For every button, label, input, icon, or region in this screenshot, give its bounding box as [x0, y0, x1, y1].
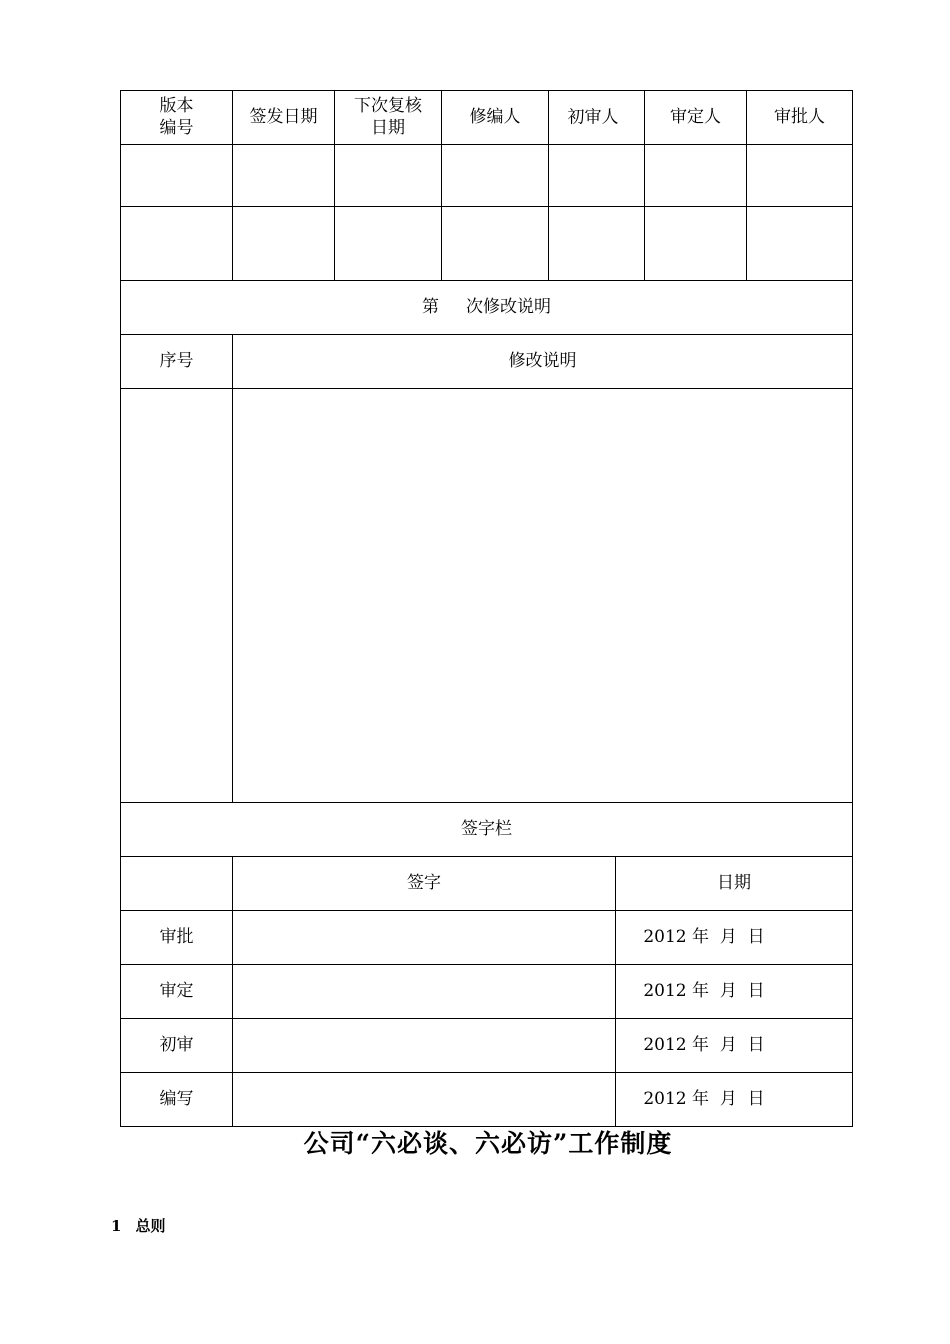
signature-sign-cell[interactable]	[233, 1073, 616, 1127]
signature-role: 审定	[121, 965, 233, 1019]
signature-sign-cell[interactable]	[233, 965, 616, 1019]
signature-row	[121, 911, 853, 965]
revision-desc-header: 修改说明	[233, 335, 853, 389]
version-cell[interactable]	[549, 207, 645, 281]
section-title: 总则	[135, 1217, 166, 1235]
signature-row	[121, 1019, 853, 1073]
signature-role: 审批	[121, 911, 233, 965]
signature-date-cell[interactable]: 2012 年 月 日	[616, 911, 853, 965]
revision-body-row	[121, 389, 853, 803]
revision-title: 第 次修改说明	[121, 281, 853, 335]
signature-row	[121, 1073, 853, 1127]
signature-role: 初审	[121, 1019, 233, 1073]
header-version-number: 版本 编号	[121, 91, 233, 145]
signature-date-cell[interactable]: 2012 年 月 日	[616, 1073, 853, 1127]
header-first-reviewer-text: 初审人	[616, 91, 645, 145]
version-cell[interactable]	[335, 207, 442, 281]
version-cell[interactable]	[442, 145, 549, 207]
version-row-2	[121, 207, 853, 281]
document-title: 公司“六必谈、六必访”工作制度	[303, 1129, 673, 1158]
version-cell[interactable]	[335, 145, 442, 207]
signature-date-header: 日期	[616, 857, 853, 911]
signature-role: 编写	[121, 1073, 233, 1127]
section-number: 1	[111, 1217, 122, 1235]
signature-title: 签字栏	[121, 803, 853, 857]
version-cell[interactable]	[549, 145, 645, 207]
document-control-table	[120, 90, 853, 1127]
version-cell[interactable]	[121, 207, 233, 281]
header-issue-date: 签发日期	[233, 91, 335, 145]
revision-header-row	[121, 335, 853, 389]
version-cell[interactable]	[233, 207, 335, 281]
header-next-review-date: 下次复核 日期	[335, 91, 442, 145]
version-cell[interactable]	[233, 145, 335, 207]
header-approver: 审批人	[747, 91, 853, 145]
signature-date-cell[interactable]: 2012 年 月 日	[616, 1019, 853, 1073]
signature-row	[121, 965, 853, 1019]
version-cell[interactable]	[747, 145, 853, 207]
revision-title-row	[121, 281, 853, 335]
header-approver-final: 审定人	[645, 91, 747, 145]
revision-seq-cell[interactable]	[121, 389, 233, 803]
version-header-row	[121, 91, 853, 145]
revision-desc-cell[interactable]	[233, 389, 853, 803]
signature-sign-cell[interactable]	[233, 1019, 616, 1073]
signature-date-cell[interactable]: 2012 年 月 日	[616, 965, 853, 1019]
signature-title-row	[121, 803, 853, 857]
version-cell[interactable]	[442, 207, 549, 281]
version-cell[interactable]	[747, 207, 853, 281]
signature-header-row	[121, 857, 853, 911]
section-heading	[111, 1215, 165, 1236]
signature-role-header	[121, 857, 233, 911]
header-editor: 修编人	[442, 91, 549, 145]
signature-sign-cell[interactable]	[233, 911, 616, 965]
signature-sign-header: 签字	[233, 857, 616, 911]
version-cell[interactable]	[121, 145, 233, 207]
version-cell[interactable]	[645, 207, 747, 281]
version-cell[interactable]	[645, 145, 747, 207]
version-row-1	[121, 145, 853, 207]
revision-seq-header: 序号	[121, 335, 233, 389]
